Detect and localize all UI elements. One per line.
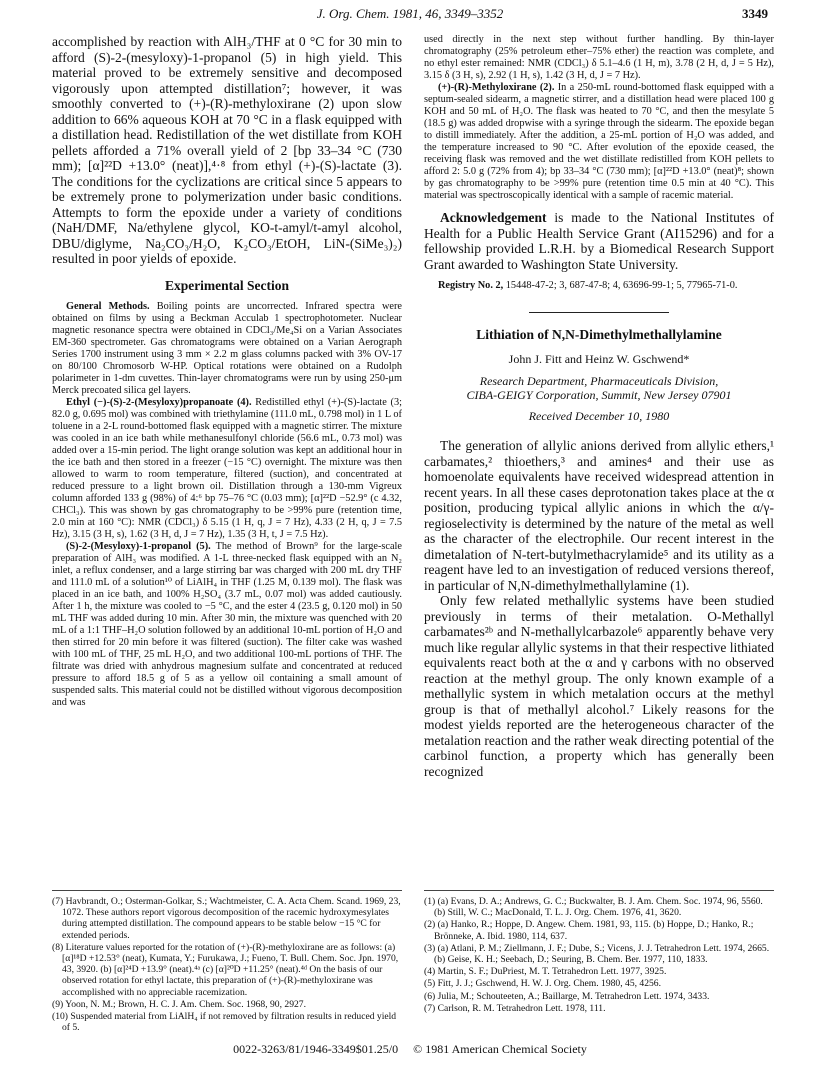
propanol-lead: (S)-2-(Mesyloxy)-1-propanol (5).: [66, 540, 211, 552]
section-title: Experimental Section: [164, 277, 290, 293]
article-code: 0022-3263/81/1946-3349$01.25/0: [233, 1042, 399, 1056]
footnote: (9) Yoon, N. M.; Brown, H. C. J. Am. Chem. Soc. 1968, 90, 2927.: [52, 998, 306, 1010]
running-header: [52, 4, 768, 26]
registry-lead: Registry No. 2,: [438, 280, 504, 291]
footnote: (10) Suspended material from LiAlH₄ if not removed by filtration results in reduced yield of 5.: [52, 1011, 397, 1034]
ethyl-text: Redistilled ethyl (+)-(S)-lactate (3; 82.0 g, 0.695 mol) was combined with triethylamine (111.0 mL, 0.798 mol) in 1 L of toluene in a 2-L round-bottomed flask equipped with a magnetic stirrer. The mixture was cooled in an ice bath while methanesulfonyl chloride (56.6 mL, 0.73 mol) was added over a 15-min period. The light orange solution was kept an additional hour in the ice bath and then stored in a freezer (−15 °C) overnight. The mixture was then allowed to warm to room temperature, filtered (suction), and concentrated at reduced pressure to a light brown oil. Distillation through a 130-mm Vigreux column afforded 133 g (98%) of 4:⁶ bp 75–76 °C (0.03 mm); [α]²²D −52.9° (c 4.32, CHCl₃). This was shown by gas chromatography to be >99% pure (retention time, 2.0 min at 160 °C): NMR (CDCl₃) δ 5.15 (1 H, q, J = 7 Hz), 4.33 (2 H, q, J = 7.5 Hz), 3.15 (3 H, s), 1.62 (3 H, d, J = 7 Hz), 1.35 (3 H, t, J = 7.5 Hz).: [52, 396, 402, 540]
footnote: (6) Julia, M.; Schouteeten, A.; Baillarge, M. Tetrahedron Lett. 1974, 3433.: [424, 990, 710, 1002]
general-methods-text: Boiling points are uncorrected. Infrared spectra were obtained on films by using a Beckman Acculab 1 spectrophotometer. Nuclear magnetic resonance spectra were obtained in CDCl₃/Me₄Si on a Varian Associates EM-360 spectrometer. Gas chromatograms were obtained on a Varian Aerograph Series 1700 instrument using 3 mm × 2.2 m glass columns packed with 3% OV-17 on 80/100 Chromosorb W-HP. Optical rotations were obtained on a Rudolph polarimeter in 1-dm cuvettes. Thin-layer chromatograms were run by using 250-μm Merck precoated silica gel layers.: [52, 300, 402, 396]
left-column: [52, 34, 402, 709]
article-divider: [529, 312, 669, 313]
affiliation: [424, 374, 774, 402]
general-methods-lead: General Methods.: [66, 300, 150, 312]
footnote: (7) Carlson, R. M. Tetrahedron Lett. 1978, 111.: [424, 1002, 606, 1014]
page-number: 3349: [742, 6, 768, 21]
footnote: (1) (a) Evans, D. A.; Andrews, G. C.; Buckwalter, B. J. Am. Chem. Soc. 1974, 96, 5560. (b) Still, W. C.; MacDonald, T. L. J. Org. Chem. 1976, 41, 3620.: [424, 896, 763, 919]
footnote: (8) Literature values reported for the rotation of (+)-(R)-methyloxirane are as follows: (a) [α]¹⁸D +12.53° (neat), Kumata, Y.; Furukawa, J.; Fueno, T. Bull. Chem. Soc. Jpn. 1970, 43, 3920. (b) [α]²⁴D +13.9° (neat).⁴ᵃ (c) [α]²⁰D +11.25° (neat).⁴ᵈ On the basis of our observed rotation for ethyl lactate, this preparation of (+)-(R)-methyloxirane was accomplished with no appreciable racemization.: [52, 941, 399, 998]
received-date: Received December 10, 1980: [528, 409, 670, 423]
acknowledgement-paragraph: [424, 210, 774, 272]
page-footer: [52, 1042, 768, 1057]
footnote: (7) Havbrandt, O.; Osterman-Golkar, S.; Wachtmeister, C. A. Acta Chem. Scand. 1969, 23, 1072. These authors report vigorous decomposition of the racemic hydroxymesylates during attempted distillation. The compound appears to be stable below −15 °C for extended periods.: [52, 896, 401, 941]
article-title: Lithiation of N,N-Dimethylmethallylamine: [476, 327, 722, 342]
affiliation-line-1: Research Department, Pharmaceuticals Division,: [479, 374, 719, 388]
propanol-paragraph: [52, 541, 402, 709]
propanol-text: The method of Brown⁹ for the large-scale preparation of AlH₃ was modified. A 1-L three-necked flask equipped with an N₂ inlet, a reflux condenser, and a large stirring bar was charged with 200 mL dry THF and 111.0 mL of a solution¹⁰ of LiAlH₄ in THF (1.25 M, 0.139 mol). The flask was placed in an ice bath, and 100% H₂SO₄ (3.7 mL, 0.07 mol) was added cautiously. After 1 h, the mixture was cooled to −5 °C, and the ester 4 (23.5 g, 0.120 mol) in 50 mL THF was added during 10 min. After 30 min, the mixture was quenched with 20 mL of a 1:1 THF–H₂O solution followed by an additional 10-mL portion of H₂O and then stirred for 20 min before it was filtered (suction). The filter cake was washed with 100 mL of THF, 25 mL H₂O, and two additional 100-mL portions of THF. The filtrate was dried with anhydrous magnesium sulfate and concentrated at reduced pressure to afford 18.5 g of 5 as a yellow oil containing a small amount of suspended salts. This material could not be distilled without vigorous decomposition and was: [52, 540, 402, 708]
acknowledgement-text: is made to the National Institutes of Health for a Public Health Service Grant (AI15296) and for a fellowship provided L.R.H. by a Biomedical Research Support Grant awarded to Washington State University.: [424, 210, 774, 272]
footnote-rule: [52, 890, 402, 891]
intro-paragraph: accomplished by reaction with AlH₃/THF at 0 °C for 30 min to afford (S)-2-(mesyloxy)-1-propanol (5) in high yield. This material proved to be extremely sensitive and decomposed vigorously upon attempted distillation⁷; however, it was smoothly converted to (+)-(R)-methyloxirane (2) upon slow addition to 66% aqueous KOH at 70 °C in a flask equipped with a distillation head. Redistillation of the wet distillate from KOH pellets afforded a 71% overall yield of 2 [bp 33–34 °C (730 mm); [α]²²D +13.0° (neat)],⁴·⁸ from ethyl (+)-(S)-lactate (3). The conditions for the cyclizations are critical since 5 appears to be extremely prone to polymerization under basic conditions. Attempts to form the epoxide under a variety of conditions (NaH/DMF, Na/ethylene glycol, KO-t-amyl/t-amyl alcohol, DBU/diglyme, Na₂CO₃/H₂O, K₂CO₃/EtOH, LiN-(SiMe₃)₂) resulted in poor yields of epoxide.: [52, 34, 402, 266]
ethyl-paragraph: [52, 397, 402, 541]
body-paragraph-2: Only few related methallylic systems have been studied previously in terms of their metalation. O-Methallyl carbamates²ᵇ and N-methallylcarbazole⁶ apparently behave very much like regular allylic systems in that their respective lithiated equivalents react both at the α and γ carbons with no observed reaction at the methyl group. The only known example of a methallylic system in which metalation occurs at the methyl group is that of methallyl alcohol.⁷ Likely reasons for the modest yields reported are the heterogeneous character of the metalation reaction and the rather weak directing potential of the carbinol function, a property which has generally been recognized: [424, 593, 774, 779]
footnotes-right: [424, 890, 774, 1015]
footnotes-left: [52, 890, 402, 1034]
footnote: (2) (a) Hanko, R.; Hoppe, D. Angew. Chem. 1981, 93, 115. (b) Hoppe, D.; Hanko, R.; Brönneke, A. Ibid. 1980, 114, 637.: [424, 919, 754, 942]
body-paragraph-1: The generation of allylic anions derived from allylic ethers,¹ carbamates,² thioethers,³ and amines⁴ and their use as homoenolate equivalents have received widespread attention in recent years. In all these cases deprotonation takes place at the α position, producing typical allylic anions in which the α/γ-regioselectivity is determined by the nature of the metal as well as the character of the electrophile. Our recent interest in the dimetalation of N-tert-butylmethacrylamide⁵ and its utility as a reagent have led to an investigation of reduced versions thereof, in particular of N,N-dimethylmethallylamine (1).: [424, 438, 774, 593]
oxirane-text: In a 250-mL round-bottomed flask equipped with a septum-sealed sidearm, a magnetic stirrer, and a distillation head were placed 100 g KOH and 50 mL of H₂O. The flask was heated to 70 °C, and then the mesylate 5 (18.5 g) was added dropwise with a syringe through the sidearm. The epoxide began to distill immediately. After the addition, a 25-mL portion of H₂O was added, and the temperature increased to 90 °C. After evolution of the epoxide ceased, the receiving flask was removed and the wet distillate redistilled from KOH pellets to afford 2: 5.0 g (72% from 4); bp 33–34 °C (730 mm); [α]²²D +13.0° (neat)⁸; shown by gas chromatography to be >99% pure (retention time 0.5 min at 40 °C). This material was spectroscopically identical with a sample of racemic material.: [424, 82, 774, 201]
copyright: © 1981 American Chemical Society: [413, 1042, 587, 1056]
ethyl-lead: Ethyl (−)-(S)-2-(Mesyloxy)propanoate (4).: [66, 396, 252, 408]
registry-text: 15448-47-2; 3, 687-47-8; 4, 63696-99-1; 5, 77965-71-0.: [503, 280, 738, 291]
general-methods-paragraph: [52, 301, 402, 397]
article-authors: John J. Fitt and Heinz W. Gschwend*: [508, 352, 690, 366]
acknowledgement-lead: Acknowledgement: [440, 210, 547, 225]
affiliation-line-2: CIBA-GEIGY Corporation, Summit, New Jersey 07901: [466, 388, 732, 402]
footnote: (5) Fitt, J. J.; Gschwend, H. W. J. Org. Chem. 1980, 45, 4256.: [424, 978, 662, 990]
journal-citation: J. Org. Chem. 1981, 46, 3349–3352: [316, 6, 504, 21]
continued-paragraph: used directly in the next step without further handling. By thin-layer chromatography (25% petroleum ether–75% ether) the reaction was complete, and no ethyl ester remained: NMR (CDCl₃) δ 5.1–4.6 (1 H, m), 3.78 (2 H, d, J = 5 Hz), 3.15 δ (3 H, s), 2.92 (1 H, s), 1.42 (3 H, d, J = 7 Hz).: [424, 34, 774, 81]
registry-paragraph: [424, 280, 774, 292]
footnote: (3) (a) Atlani, P. M.; Ziellmann, J. F.; Dube, S.; Vicens, J. J. Tetrahedron Lett. 1974, 2665. (b) Geise, K. H.; Seebach, D.; Seuring, B. Chem. Ber. 1977, 110, 1833.: [424, 942, 770, 966]
oxirane-paragraph: [424, 82, 774, 202]
footnote-rule: [424, 890, 774, 891]
footnote: (4) Martin, S. F.; DuPriest, M. T. Tetrahedron Lett. 1977, 3925.: [424, 966, 667, 978]
oxirane-lead: (+)-(R)-Methyloxirane (2).: [438, 82, 555, 93]
right-column: [424, 34, 774, 779]
